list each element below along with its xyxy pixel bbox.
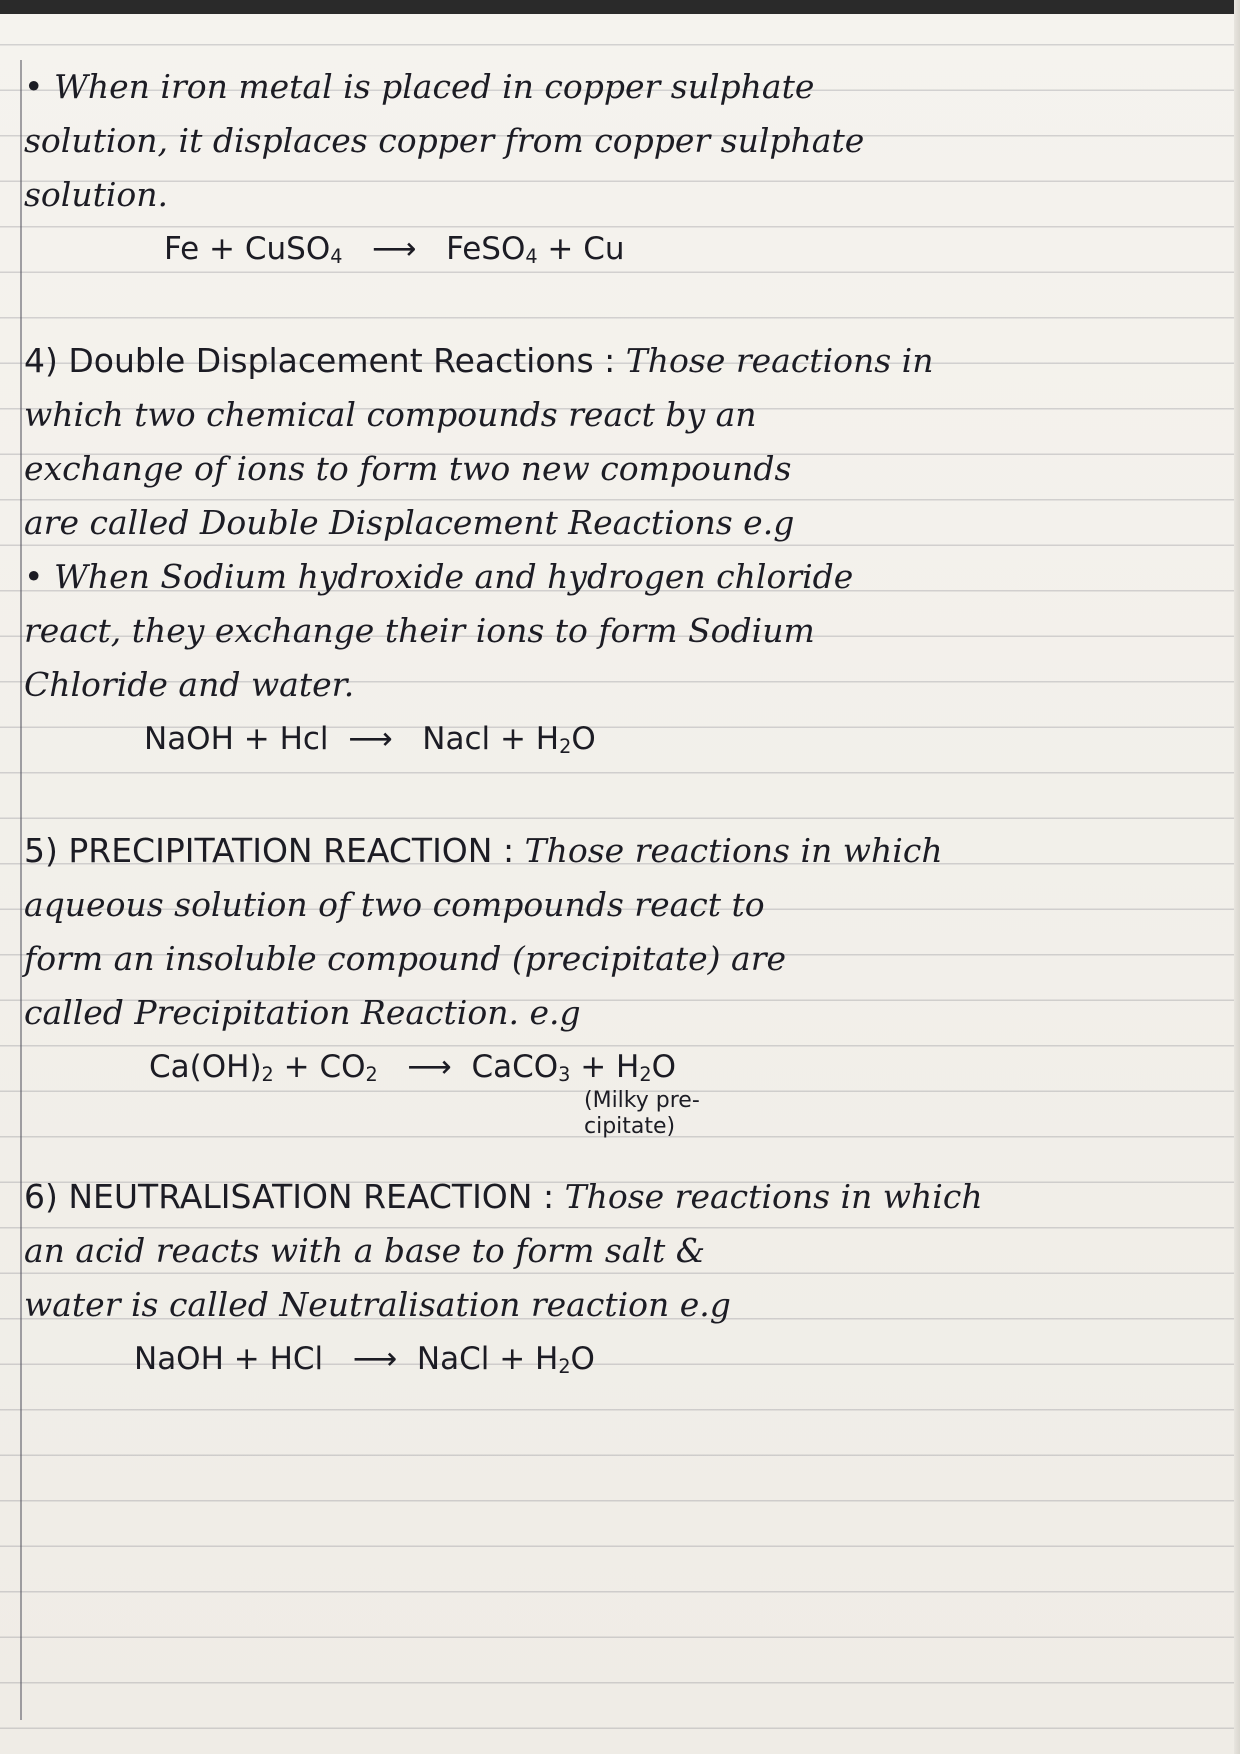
precipitate-note: (Milky pre- cipitate): [584, 1088, 700, 1139]
equation-iron-copper-sulphate: Fe + CuSO$_4$ ⟶ FeSO$_4$ + Cu: [164, 231, 625, 268]
text-line: water is called Neutralisation reaction e.g: [24, 1285, 731, 1324]
text-line: which two chemical compounds react by an: [24, 395, 757, 434]
text-line: • When Sodium hydroxide and hydrogen chloride: [24, 557, 854, 596]
text-line: an acid reacts with a base to form salt &: [24, 1231, 706, 1270]
heading-neutralisation: 6) NEUTRALISATION REACTION :: [24, 1177, 555, 1216]
page-top-edge: [0, 0, 1240, 14]
heading-precipitation: 5) PRECIPITATION REACTION :: [24, 831, 515, 870]
equation-calcium-hydroxide: $Ca(OH)_2 + CO_2$ ⟶ CaCO$_3$ + $H_2O$: [149, 1049, 676, 1086]
text-line: exchange of ions to form two new compounds: [24, 449, 792, 488]
text-line: solution.: [24, 175, 169, 214]
handwritten-notes: [24, 60, 1164, 1386]
text-line: solution, it displaces copper from copper sulphate: [24, 121, 865, 160]
text-line: 5) PRECIPITATION REACTION : Those reactions in which: [24, 831, 943, 870]
arrow-icon: ⟶: [352, 1341, 398, 1377]
text-line: react, they exchange their ions to form Sodium: [24, 611, 815, 650]
page-right-edge: [1234, 0, 1240, 1754]
equation-naoh-hcl: NaOH + Hcl ⟶ Nacl + $H_2O$: [144, 721, 596, 758]
heading-double-displacement: 4) Double Displacement Reactions :: [24, 341, 616, 380]
arrow-icon: ⟶: [407, 1049, 452, 1085]
text-line: Chloride and water.: [24, 665, 355, 704]
text-line: 4) Double Displacement Reactions : Those reactions in: [24, 341, 934, 380]
text-line: • When iron metal is placed in copper sulphate: [24, 67, 815, 106]
equation-neutralisation: NaOH + HCl ⟶ NaCl + $H_2O$: [134, 1341, 595, 1378]
text-line: 6) NEUTRALISATION REACTION : Those reactions in which: [24, 1177, 983, 1216]
text-line: called Precipitation Reaction. e.g: [24, 993, 581, 1032]
arrow-icon: ⟶: [348, 721, 393, 757]
margin-line: [20, 60, 22, 1720]
arrow-icon: ⟶: [372, 231, 417, 267]
text-line: aqueous solution of two compounds react to: [24, 885, 765, 924]
text-line: form an insoluble compound (precipitate) are: [24, 939, 787, 978]
text-line: are called Double Displacement Reactions e.g: [24, 503, 795, 542]
